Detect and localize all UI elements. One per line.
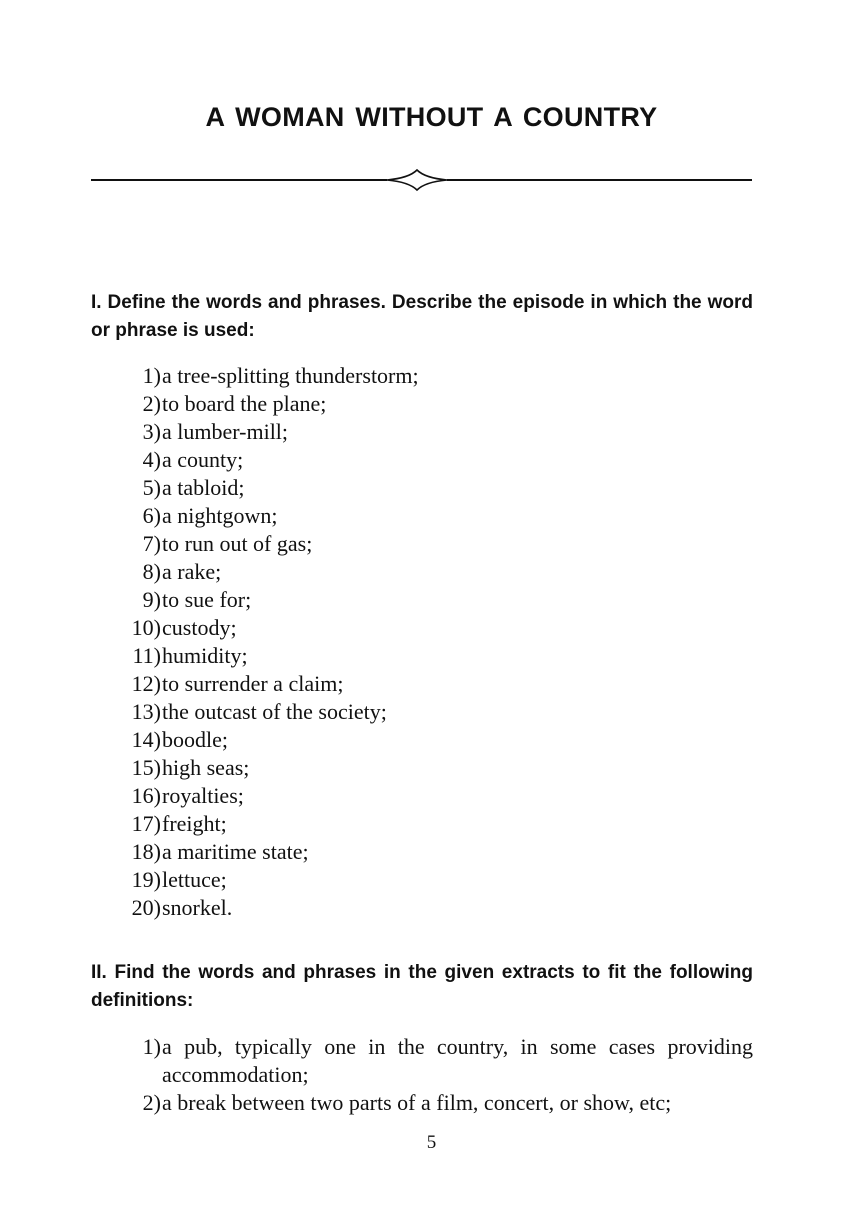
list-item: 3) a lumber-mill; xyxy=(142,419,289,444)
list-item: 17) freight; xyxy=(131,811,227,836)
list-item: 10) custody; xyxy=(131,615,237,640)
list-item: 14) boodle; xyxy=(131,727,228,752)
list-item: 8) a rake; xyxy=(142,559,222,584)
page-title: A WOMAN WITHOUT A COUNTRY xyxy=(205,102,658,132)
list-item: 9) to sue for; xyxy=(142,587,252,612)
section-2-list xyxy=(91,1033,753,1117)
list-item: 12) to surrender a claim; xyxy=(131,671,344,696)
list-item: 13) the outcast of the society; xyxy=(131,699,387,724)
list-item: 15) high seas; xyxy=(131,755,250,780)
list-item: 1) a tree-splitting thunderstorm; xyxy=(142,363,419,388)
section-1-list xyxy=(91,362,753,922)
list-item: 20) snorkel. xyxy=(131,895,233,920)
title-divider-ornament xyxy=(91,168,752,192)
list-item: 4) a county; xyxy=(142,447,244,472)
section-2-heading: II. Find the words and phrases in the given extracts to fit the following definitions: xyxy=(91,962,753,1011)
list-item: 5) a tabloid; xyxy=(142,475,245,500)
list-item: 1) a pub, typically one in the country, in some cases providing accommodation; xyxy=(142,1034,753,1087)
list-item: 11) humidity; xyxy=(132,643,248,668)
list-item: 16) royalties; xyxy=(131,783,244,808)
list-item: 18) a maritime state; xyxy=(131,839,309,864)
list-item: 2) to board the plane; xyxy=(142,391,327,416)
page-number: 5 xyxy=(426,1132,437,1153)
list-item: 7) to run out of gas; xyxy=(142,531,313,556)
section-1-heading: I. Define the words and phrases. Describe the episode in which the word or phrase is used: xyxy=(91,292,753,341)
list-item: 2) a break between two parts of a film, concert, or show, etc; xyxy=(142,1090,672,1115)
list-item: 19) lettuce; xyxy=(131,867,227,892)
list-item: 6) a nightgown; xyxy=(142,503,278,528)
